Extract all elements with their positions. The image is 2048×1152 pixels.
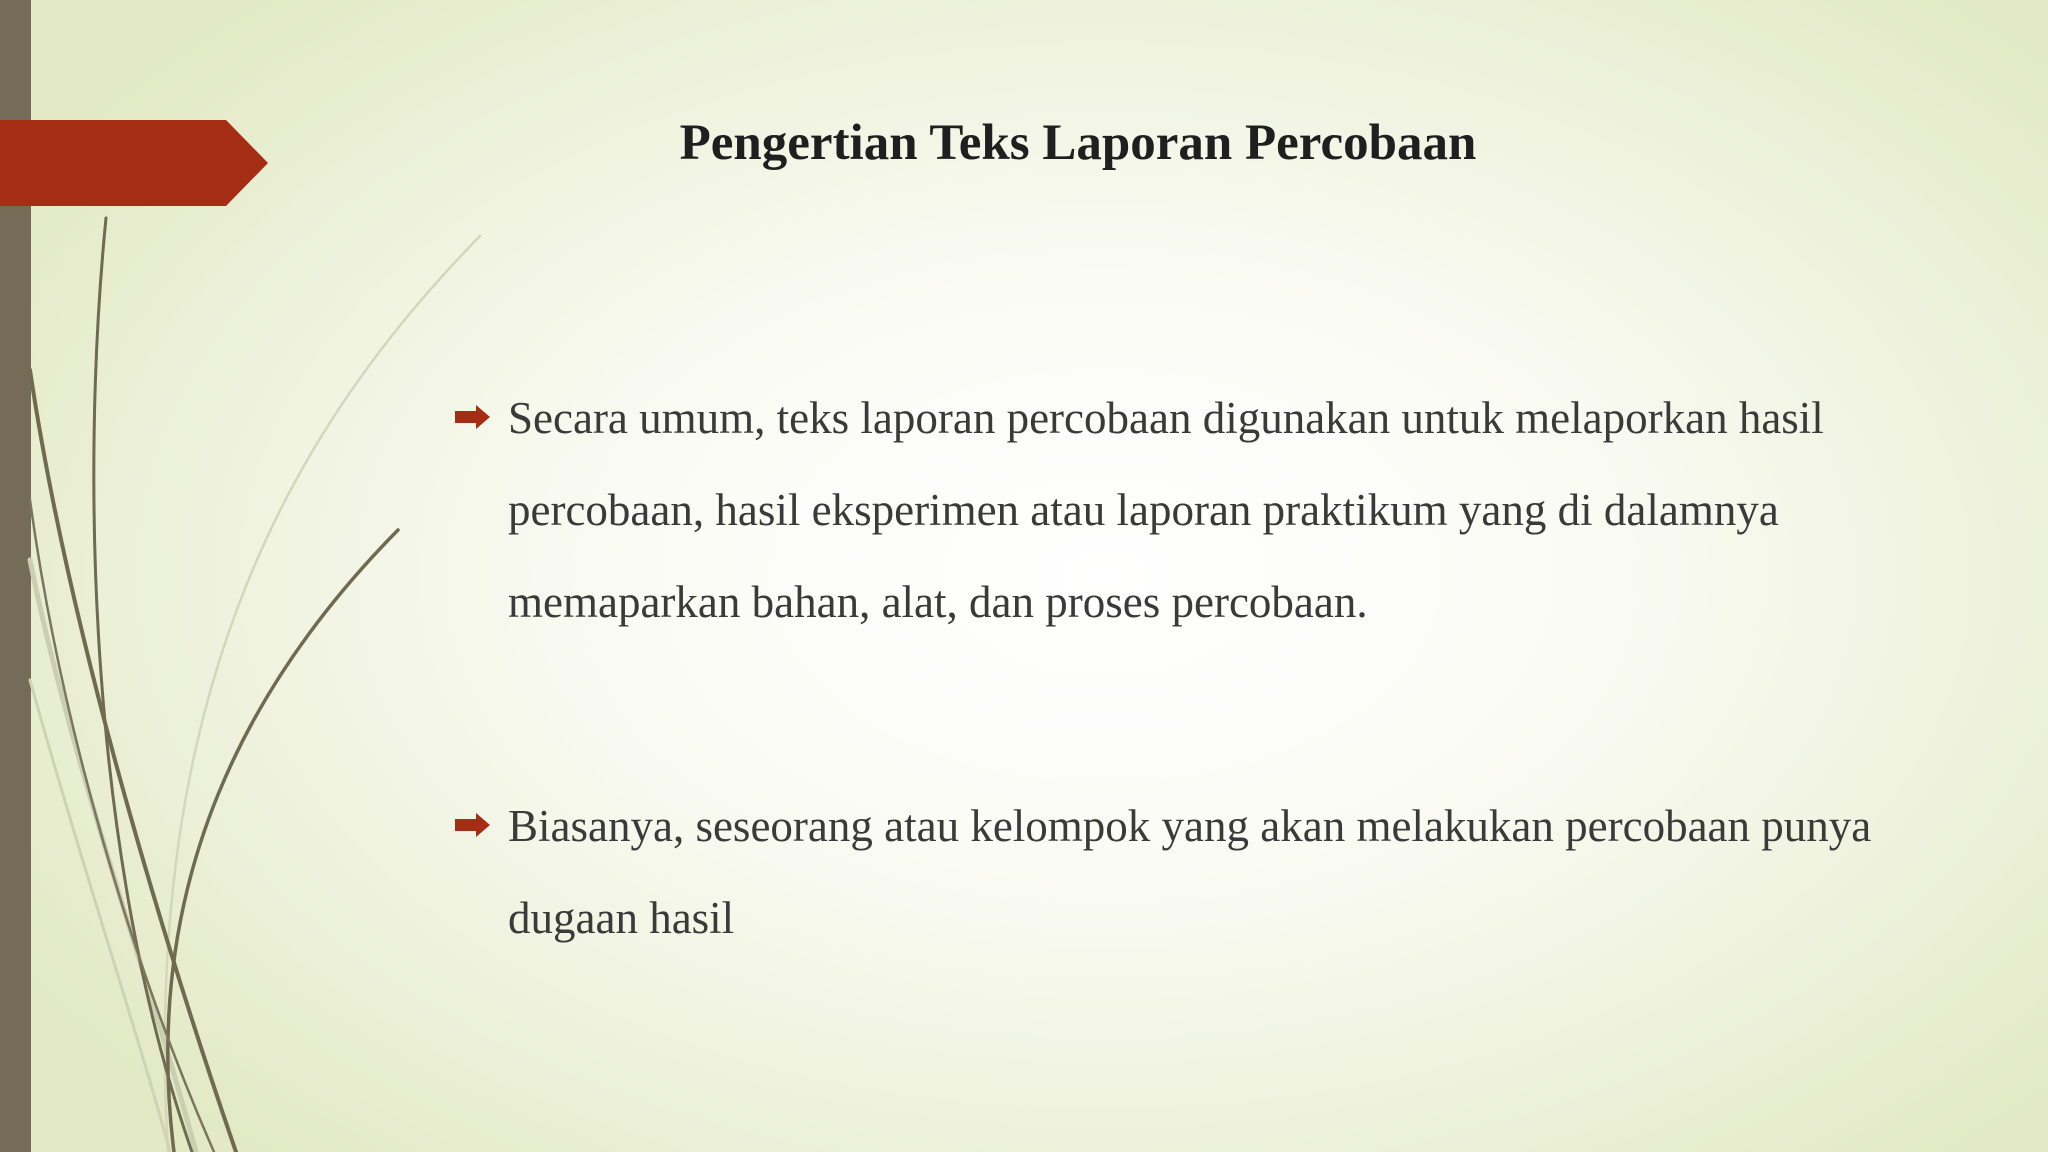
- grass-stroke-dark-1: [94, 218, 192, 1152]
- bullet-list: [452, 372, 1922, 964]
- arrow-bullet-icon: [452, 404, 491, 430]
- bullet-item: [452, 372, 1922, 648]
- arrow-bullet-icon: [452, 812, 491, 838]
- bullet-text: Biasanya, seseorang atau kelompok yang akan melakukan percobaan punya dugaan hasil: [508, 801, 1872, 943]
- grass-stroke-light-1: [165, 236, 480, 1152]
- grass-stroke-dark-4: [30, 500, 214, 1152]
- bullet-item: [452, 780, 1922, 964]
- grass-stroke-dark-2: [30, 370, 236, 1152]
- bullet-text: Secara umum, teks laporan percobaan digunakan untuk melaporkan hasil percobaan, hasil eksperimen atau laporan praktikum yang di dalamnya memaparkan bahan, alat, dan proses percobaan.: [508, 393, 1824, 627]
- grass-stroke-light-3: [30, 680, 170, 1152]
- slide-title: Pengertian Teks Laporan Percobaan: [679, 115, 1477, 171]
- title-ribbon-arrow: [0, 120, 268, 206]
- grass-stroke-dark-3: [168, 530, 398, 1152]
